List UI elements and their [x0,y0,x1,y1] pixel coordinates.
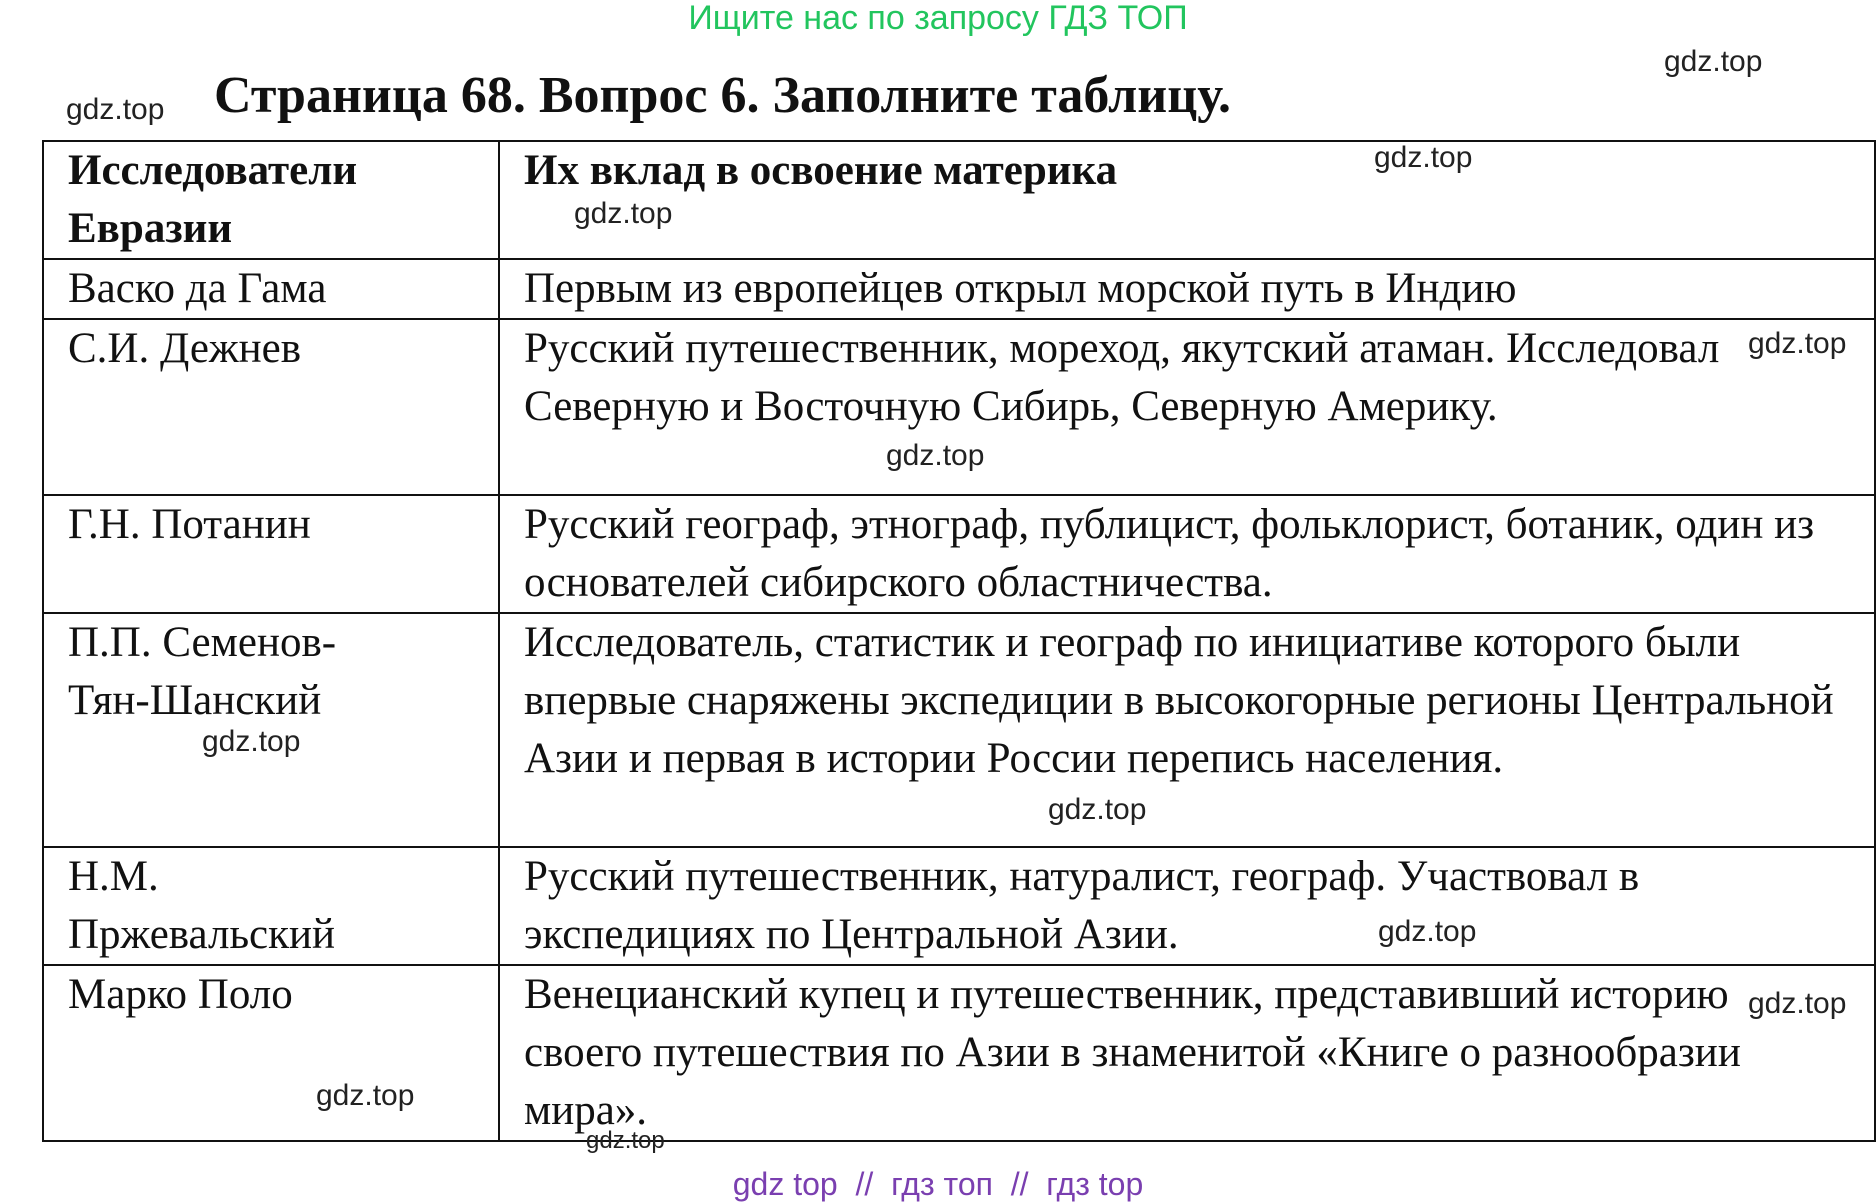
watermark: gdz.top [316,1079,415,1112]
column-header-explorers: Исследователи Евразии [43,141,499,259]
explorer-name: С.И. Дежнев [43,319,499,495]
explorer-name: Г.Н. Потанин [43,495,499,613]
page-title: Страница 68. Вопрос 6. Заполните таблицу. [214,67,1232,124]
explorer-contribution: Русский путешественник, натуралист, географ. Участвовал в экспедициях по Центральной Азии. [499,847,1875,965]
explorer-name: Марко Поло [43,965,499,1141]
explorer-contribution: Исследователь, статистик и географ по инициативе которого были впервые снаряжены экспедиции в высокогорные регионы Центральной Азии и первая в истории России перепись населения. [499,613,1875,847]
watermark: gdz.top [1378,915,1477,948]
explorer-name: Н.М. Пржевальский [43,847,499,965]
table-row [43,259,1875,319]
watermark: gdz.top [886,439,985,472]
watermark: gdz.top [66,93,165,126]
watermark: gdz.top [1048,793,1147,826]
table-row [43,613,1875,847]
explorer-contribution: Русский путешественник, мореход, якутский атаман. Исследовал Северную и Восточную Сибирь, Северную Америку. [499,319,1875,495]
explorer-name: П.П. Семенов-Тян-Шанский [43,613,499,847]
explorer-contribution: Русский географ, этнограф, публицист, фольклорист, ботаник, один из основателей сибирского областничества. [499,495,1875,613]
table-header-row [43,141,1875,259]
watermark: gdz.top [1748,327,1847,360]
table-row [43,847,1875,965]
footer-links: gdz top // гдз топ // гдз top [732,1166,1144,1202]
watermark: gdz.top [574,197,673,230]
watermark: gdz.top [202,725,301,758]
explorer-contribution: Первым из европейцев открыл морской путь в Индию [499,259,1875,319]
answer-table [42,140,1876,1142]
column-header-contribution: Их вклад в освоение материка [499,141,1875,259]
watermark: gdz.top [1748,987,1847,1020]
explorer-name: Васко да Гама [43,259,499,319]
table-row [43,495,1875,613]
watermark: gdz.top [586,1127,665,1154]
watermark: gdz.top [1664,45,1763,78]
watermark: gdz.top [1374,141,1473,174]
table-row [43,965,1875,1141]
explorer-contribution: Венецианский купец и путешественник, представивший историю своего путешествия по Азии в знаменитой «Книге о разнообразии мира». [499,965,1875,1141]
top-banner: Ищите нас по запросу ГДЗ ТОП [688,0,1188,37]
